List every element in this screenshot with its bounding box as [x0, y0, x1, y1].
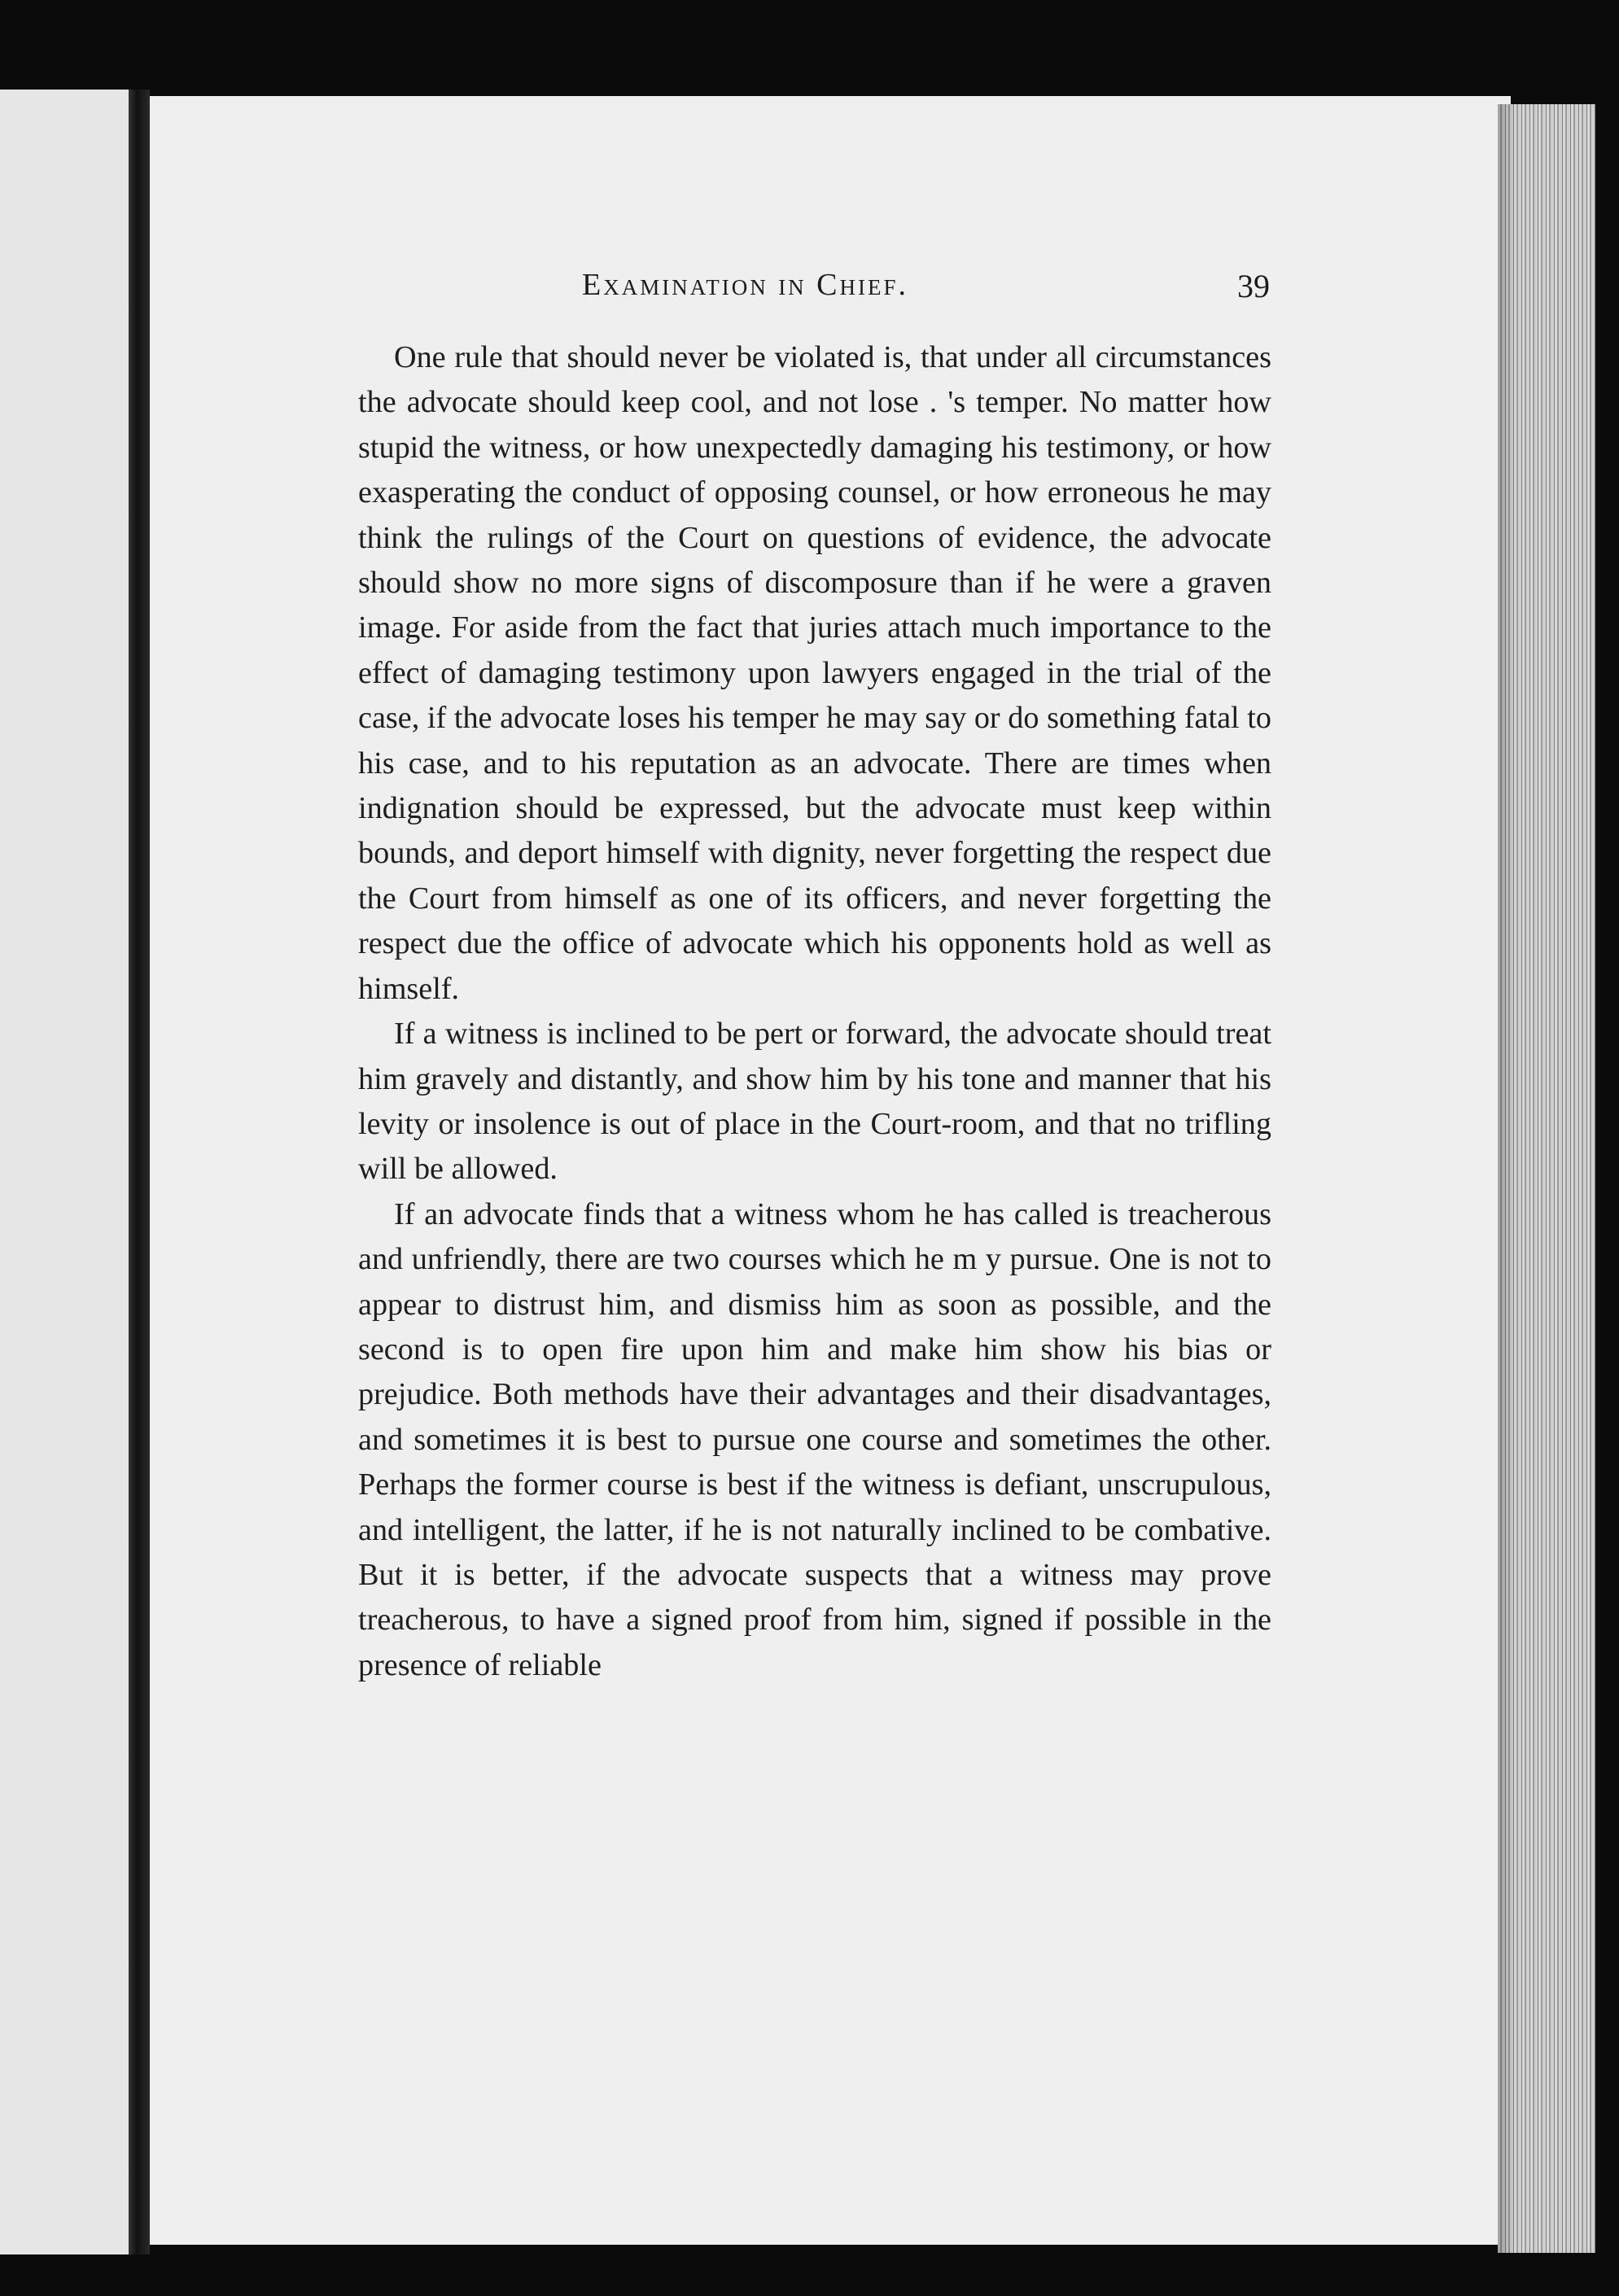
paragraph-1: One rule that should never be violated is, that under all circumstances the advocate should keep cool, and not lose . 's temper. No matter how stupid the witness, or how unexpectedly damaging his testimony, or how exasperating the conduct of opposing counsel, or how erroneous he may think the rulings of the Court on questions of evidence, the advocate should show no more signs of discomposure than if he were a graven image. For aside from the fact that juries attach much importance to the effect of damaging testimony upon lawyers engaged in the trial of the case, if the advocate loses his temper he may say or do something fatal to his case, and to his reputation as an advocate. There are times when indignation should be expressed, but the advocate must keep within bounds, and deport himself with dignity, never forgetting the respect due the Court from himself as one of its officers, and never forgetting the respect due the office of advocate which his opponents hold as well as himself.	[358, 340, 1271, 1006]
page-number: 39	[1237, 268, 1270, 304]
page-stack-shadow	[1498, 104, 1516, 2253]
paragraph-3: If an advocate finds that a witness whom he has called is treacherous and unfriendly, there are two courses which he m y pursue. One is not to appear to distrust him, and dismiss him as soon as possible, and the second is to open fire upon him and make him show his bias or prejudice. Both methods have their advantages and their disadvantages, and sometimes it is best to pursue one course and sometimes the other. Perhaps the former course is best if the witness is defiant, unscrupulous, and intelligent, the latter, if he is not naturally inclined to be combative. But it is better, if the advocate suspects that a witness may prove treacherous, to have a signed proof from him, signed if possible in the presence of reliable	[358, 1196, 1271, 1682]
book-gutter	[129, 90, 150, 2254]
facing-page-sliver	[0, 90, 134, 2254]
running-title: Examination in Chief.	[582, 268, 909, 302]
paragraph-2: If a witness is inclined to be pert or forward, the advocate should treat him gravely and distantly, and show him by his tone and manner that his levity or insolence is out of place in the Court-room, and that no trifling will be allowed.	[358, 1017, 1271, 1187]
body-text	[358, 335, 1271, 1688]
page-header	[358, 267, 1270, 316]
